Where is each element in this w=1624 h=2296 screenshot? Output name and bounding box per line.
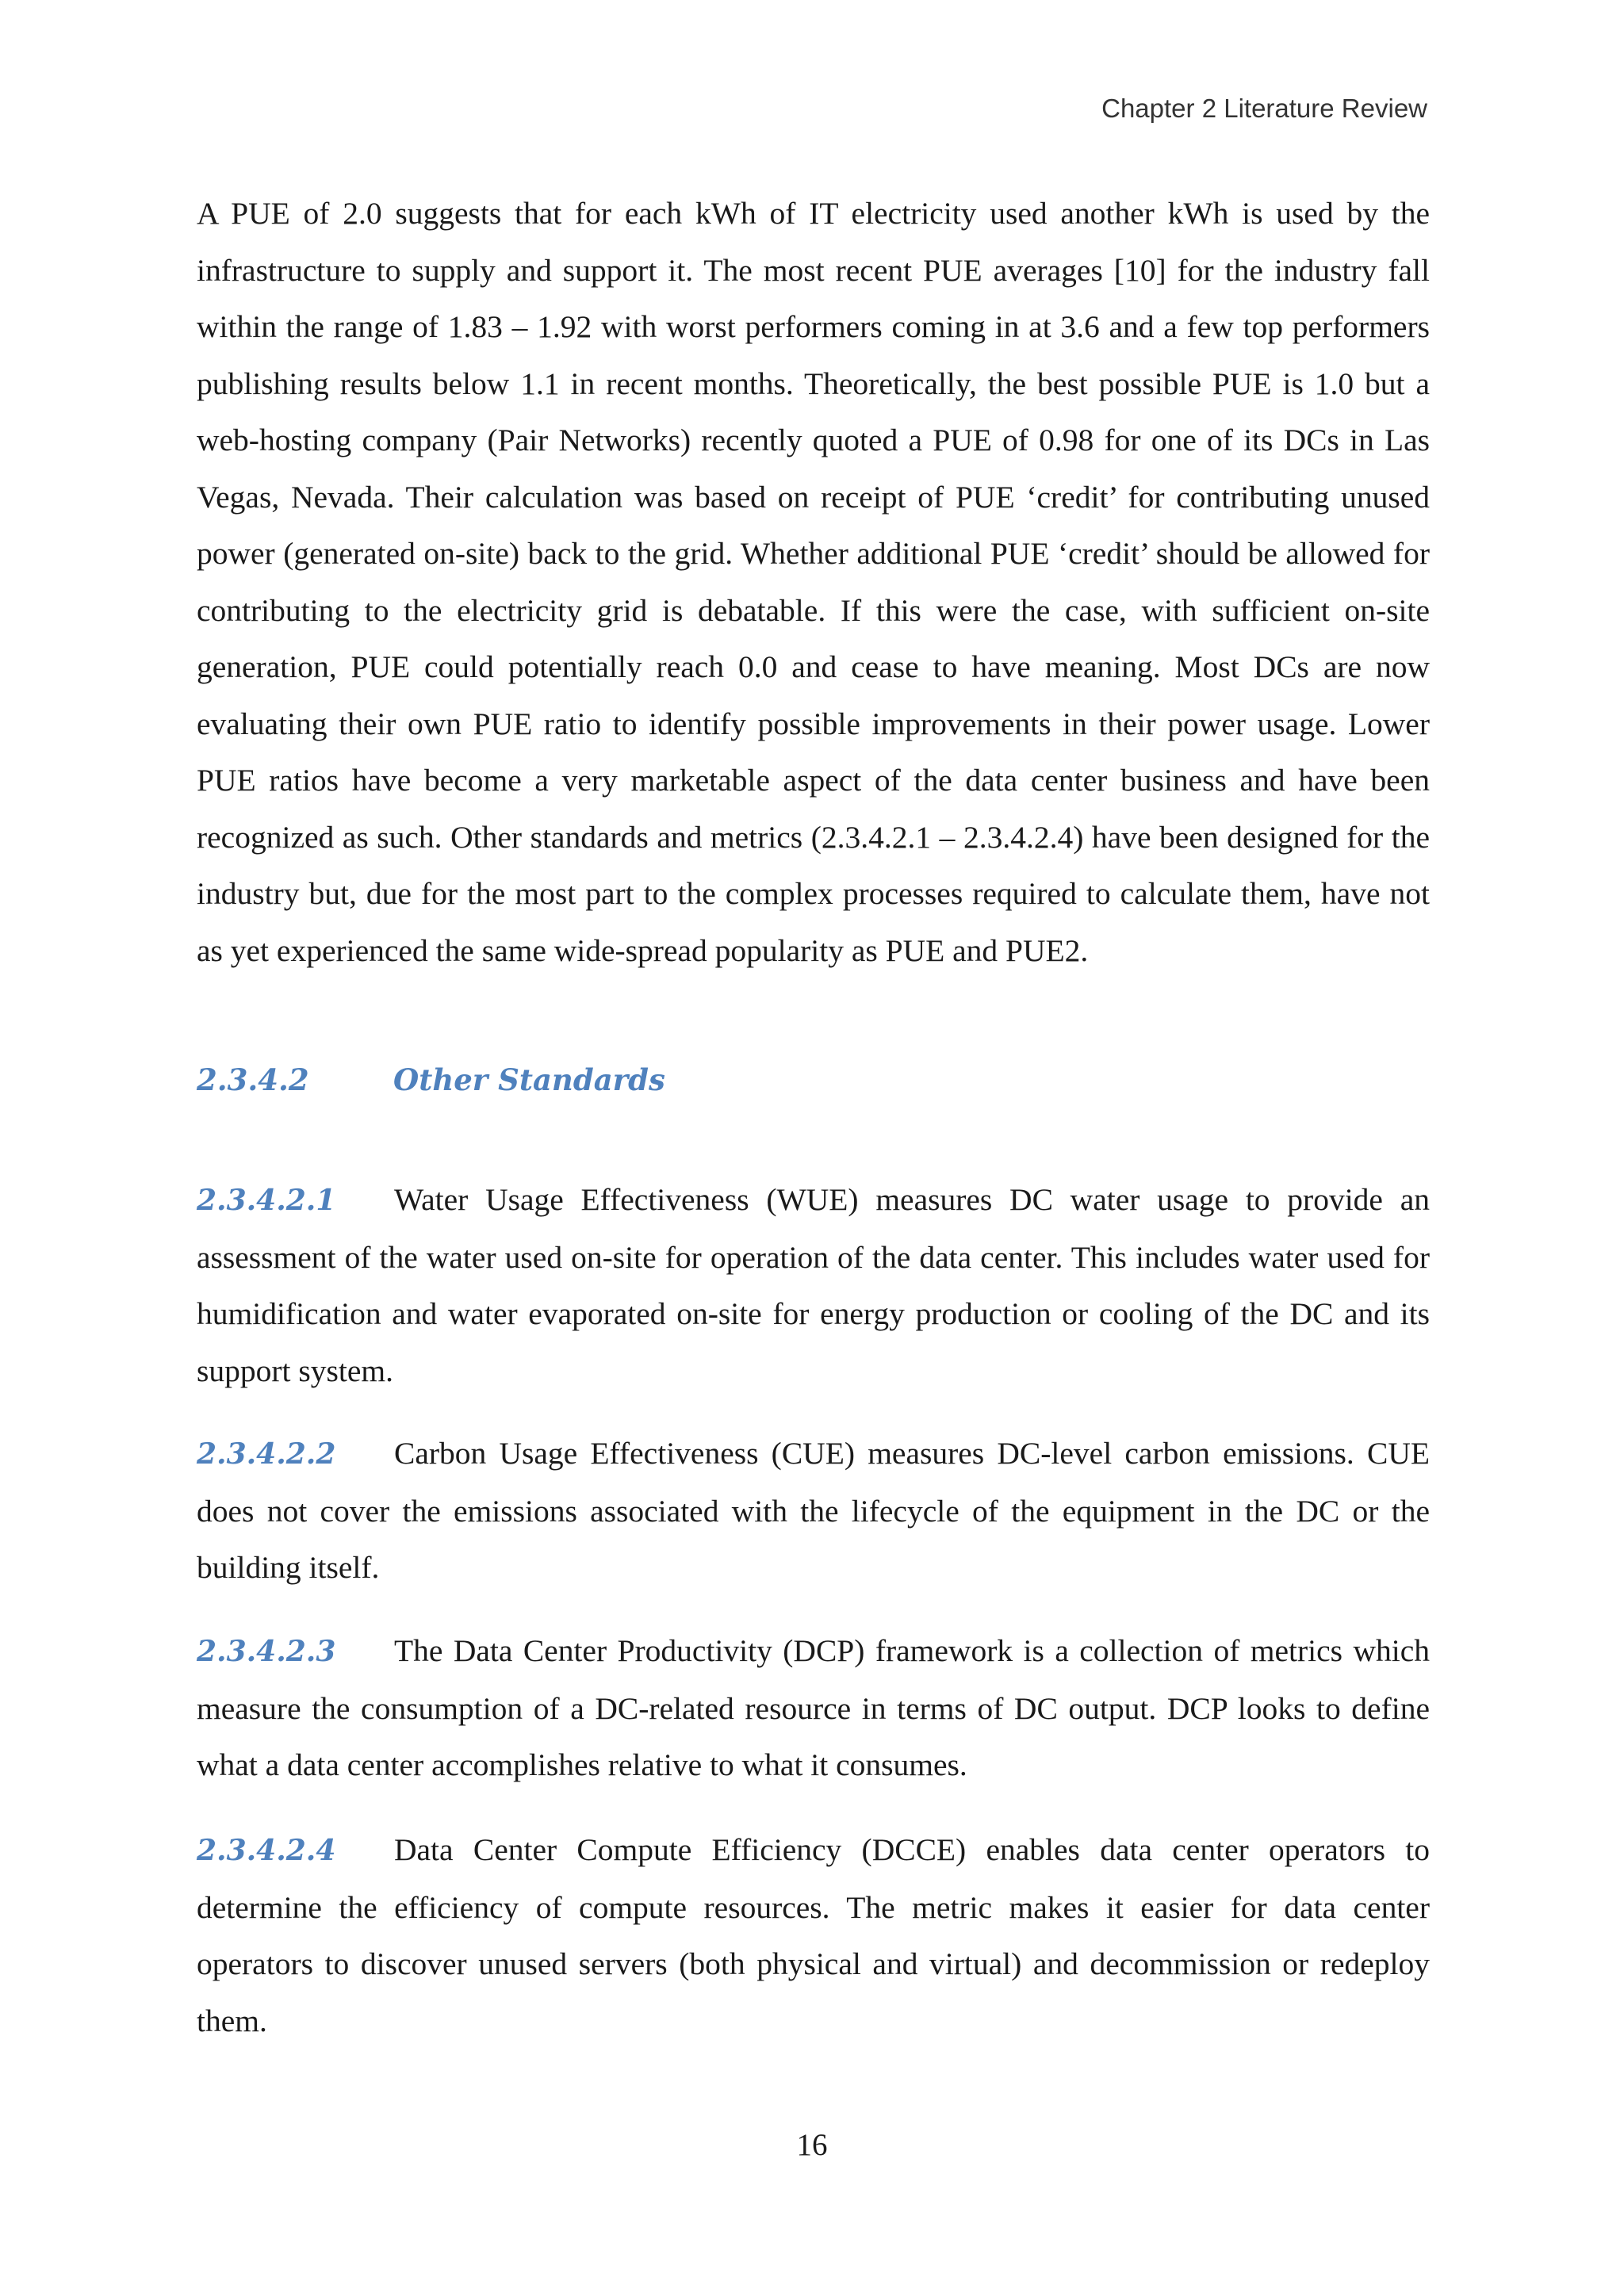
subsection-text: The Data Center Productivity (DCP) framework is a collection of metrics which measure the consumption of a DC-related resource in terms of DC output. DCP looks to define what a data center accomplishes relative to what it consumes.	[197, 1633, 1430, 1782]
subsection-number: 2.3.4.2.2	[197, 1437, 336, 1471]
intro-paragraph: A PUE of 2.0 suggests that for each kWh of IT electricity used another kWh is used by the infrastructure to supply and support it. The most recent PUE averages [10] for the industry fall within the range of 1.83 – 1.92 with worst performers coming in at 3.6 and a few top performers publishing results below 1.1 in recent months. Theoretically, the best possible PUE is 1.0 but a web-hosting company (Pair Networks) recently quoted a PUE of 0.98 for one of its DCs in Las Vegas, Nevada. Their calculation was based on receipt of PUE ‘credit’ for contributing unused power (generated on-site) back to the grid. Whether additional PUE ‘credit’ should be allowed for contributing to the electricity grid is debatable. If this were the case, with sufficient on-site generation, PUE could potentially reach 0.0 and cease to have meaning. Most DCs are now evaluating their own PUE ratio to identify possible improvements in their power usage. Lower PUE ratios have become a very marketable aspect of the data center business and have been recognized as such. Other standards and metrics (2.3.4.2.1 – 2.3.4.2.4) have been designed for the industry but, due for the most part to the complex processes required to calculate them, have not as yet experienced the same wide-spread popularity as PUE and PUE2.	[197, 196, 1430, 968]
section-title: Other Standards	[393, 1062, 665, 1097]
subsection-text: Carbon Usage Effectiveness (CUE) measures DC-level carbon emissions. CUE does not cover the emissions associated with the lifecycle of the equipment in the DC or the building itself.	[197, 1436, 1430, 1585]
subsection-number: 2.3.4.2.3	[197, 1635, 336, 1668]
subsection-text: Water Usage Effectiveness (WUE) measures DC water usage to provide an assessment of the water used on-site for operation of the data center. This includes water used for humidification and water evaporated on-site for energy production or cooling of the DC and its support system.	[197, 1182, 1430, 1388]
section-heading	[197, 1062, 665, 1097]
subsection-dcp	[197, 1623, 1430, 1794]
section-number: 2.3.4.2	[197, 1062, 309, 1097]
running-header: Chapter 2 Literature Review	[1101, 94, 1427, 123]
subsection-number: 2.3.4.2.1	[197, 1184, 336, 1217]
subsection-text: Data Center Compute Efficiency (DCCE) enables data center operators to determine the efficiency of compute resources. The metric makes it easier for data center operators to discover unused servers (both physical and virtual) and decommission or redeploy them.	[197, 1832, 1430, 2038]
subsection-dcce	[197, 1822, 1430, 2049]
subsection-cue	[197, 1425, 1430, 1597]
subsection-number: 2.3.4.2.4	[197, 1834, 336, 1867]
subsection-wue	[197, 1172, 1430, 1399]
page-number: 16	[796, 2128, 828, 2162]
